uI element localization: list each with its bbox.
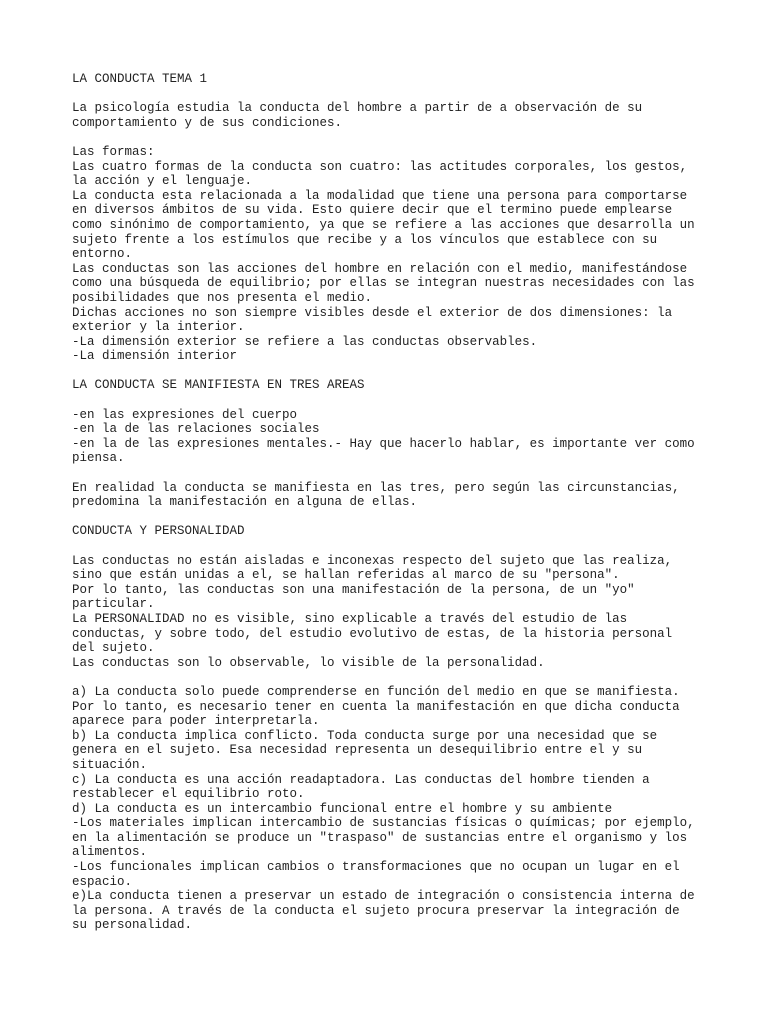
text-line: como sinónimo de comportamiento, ya que se refiere a las acciones que desarrolla un [72, 217, 695, 232]
text-line: Por lo tanto, las conductas son una manifestación de la persona, de un "yo" [72, 582, 635, 597]
text-line: exterior y la interior. [72, 320, 245, 335]
text-line: espacio. [72, 874, 133, 889]
text-line: conductas, y sobre todo, del estudio evolutivo de estas, de la historia personal [72, 626, 673, 641]
text-line: Por lo tanto, es necesario tener en cuenta la manifestación en que dicha conducta [72, 699, 680, 714]
text-line: sino que están unidas a el, se hallan referidas al marco de su "persona". [72, 568, 620, 583]
blank-line [72, 87, 712, 102]
blank-line [72, 364, 712, 379]
text-line: restablecer el equilibrio roto. [72, 787, 305, 802]
text-line: b) La conducta implica conflicto. Toda conducta surge por una necesidad que se [72, 728, 658, 743]
text-line: La conducta esta relacionada a la modalidad que tiene una persona para comportarse [72, 188, 688, 203]
text-line: CONDUCTA Y PERSONALIDAD [72, 524, 245, 539]
blank-line [72, 670, 712, 685]
text-line: genera en el sujeto. Esa necesidad representa un desequilibrio entre el y su [72, 743, 643, 758]
text-line: LA CONDUCTA SE MANIFIESTA EN TRES AREAS [72, 378, 365, 393]
text-line: Las conductas son las acciones del hombre en relación con el medio, manifestándose [72, 261, 688, 276]
blank-line [72, 466, 712, 481]
blank-line [72, 539, 712, 554]
text-line: alimentos. [72, 845, 148, 860]
text-line: e)La conducta tienen a preservar un estado de integración o consistencia interna de [72, 889, 695, 904]
text-line: Las conductas son lo observable, lo visible de la personalidad. [72, 655, 545, 670]
text-line: d) La conducta es un intercambio funcional entre el hombre y su ambiente [72, 801, 613, 816]
text-line: la persona. A través de la conducta el sujeto procura preservar la integración de [72, 903, 680, 918]
document-page [72, 72, 712, 933]
text-line: -en las expresiones del cuerpo [72, 407, 298, 422]
text-line: Las formas: [72, 144, 155, 159]
text-line: predomina la manifestación en alguna de ellas. [72, 495, 418, 510]
text-line: en diversos ámbitos de su vida. Esto quiere decir que el termino puede emplearse [72, 203, 673, 218]
text-line: En realidad la conducta se manifiesta en las tres, pero según las circunstancias, [72, 480, 680, 495]
text-line: piensa. [72, 451, 125, 466]
text-line: -en la de las relaciones sociales [72, 422, 320, 437]
blank-line [72, 393, 712, 408]
text-line: -La dimensión exterior se refiere a las conductas observables. [72, 334, 538, 349]
blank-line [72, 510, 712, 525]
text-line: LA CONDUCTA TEMA 1 [72, 72, 208, 86]
text-line: su personalidad. [72, 918, 193, 933]
text-line: entorno. [72, 247, 133, 262]
text-line: La PERSONALIDAD no es visible, sino explicable a través del estudio de las [72, 611, 628, 626]
text-line: -en la de las expresiones mentales.- Hay que hacerlo hablar, es importante ver como [72, 436, 695, 451]
text-line: a) La conducta solo puede comprenderse en función del medio en que se manifiesta. [72, 684, 680, 699]
text-line: la acción y el lenguaje. [72, 174, 253, 189]
text-line: Las cuatro formas de la conducta son cuatro: las actitudes corporales, los gestos, [72, 159, 688, 174]
text-line: particular. [72, 597, 155, 612]
text-line: del sujeto. [72, 641, 155, 656]
text-line: aparece para poder interpretarla. [72, 714, 320, 729]
text-line: -Los funcionales implican cambios o transformaciones que no ocupan un lugar en el [72, 860, 680, 875]
text-line: situación. [72, 757, 148, 772]
text-line: Dichas acciones no son siempre visibles desde el exterior de dos dimensiones: la [72, 305, 673, 320]
text-line: posibilidades que nos presenta el medio. [72, 290, 373, 305]
text-line: -Los materiales implican intercambio de sustancias físicas o químicas; por ejemplo, [72, 816, 695, 831]
text-line: Las conductas no están aisladas e inconexas respecto del sujeto que las realiza, [72, 553, 673, 568]
text-line: comportamiento y de sus condiciones. [72, 115, 343, 130]
text-line: -La dimensión interior [72, 349, 238, 364]
blank-line [72, 130, 712, 145]
text-line: como una búsqueda de equilibrio; por ellas se integran nuestras necesidades con las [72, 276, 695, 291]
text-line: en la alimentación se produce un "traspaso" de sustancias entre el organismo y los [72, 830, 688, 845]
text-line: La psicología estudia la conducta del hombre a partir de a observación de su [72, 101, 643, 116]
text-line: c) La conducta es una acción readaptadora. Las conductas del hombre tienden a [72, 772, 650, 787]
text-line: sujeto frente a los estímulos que recibe y a los vínculos que establece con su [72, 232, 658, 247]
